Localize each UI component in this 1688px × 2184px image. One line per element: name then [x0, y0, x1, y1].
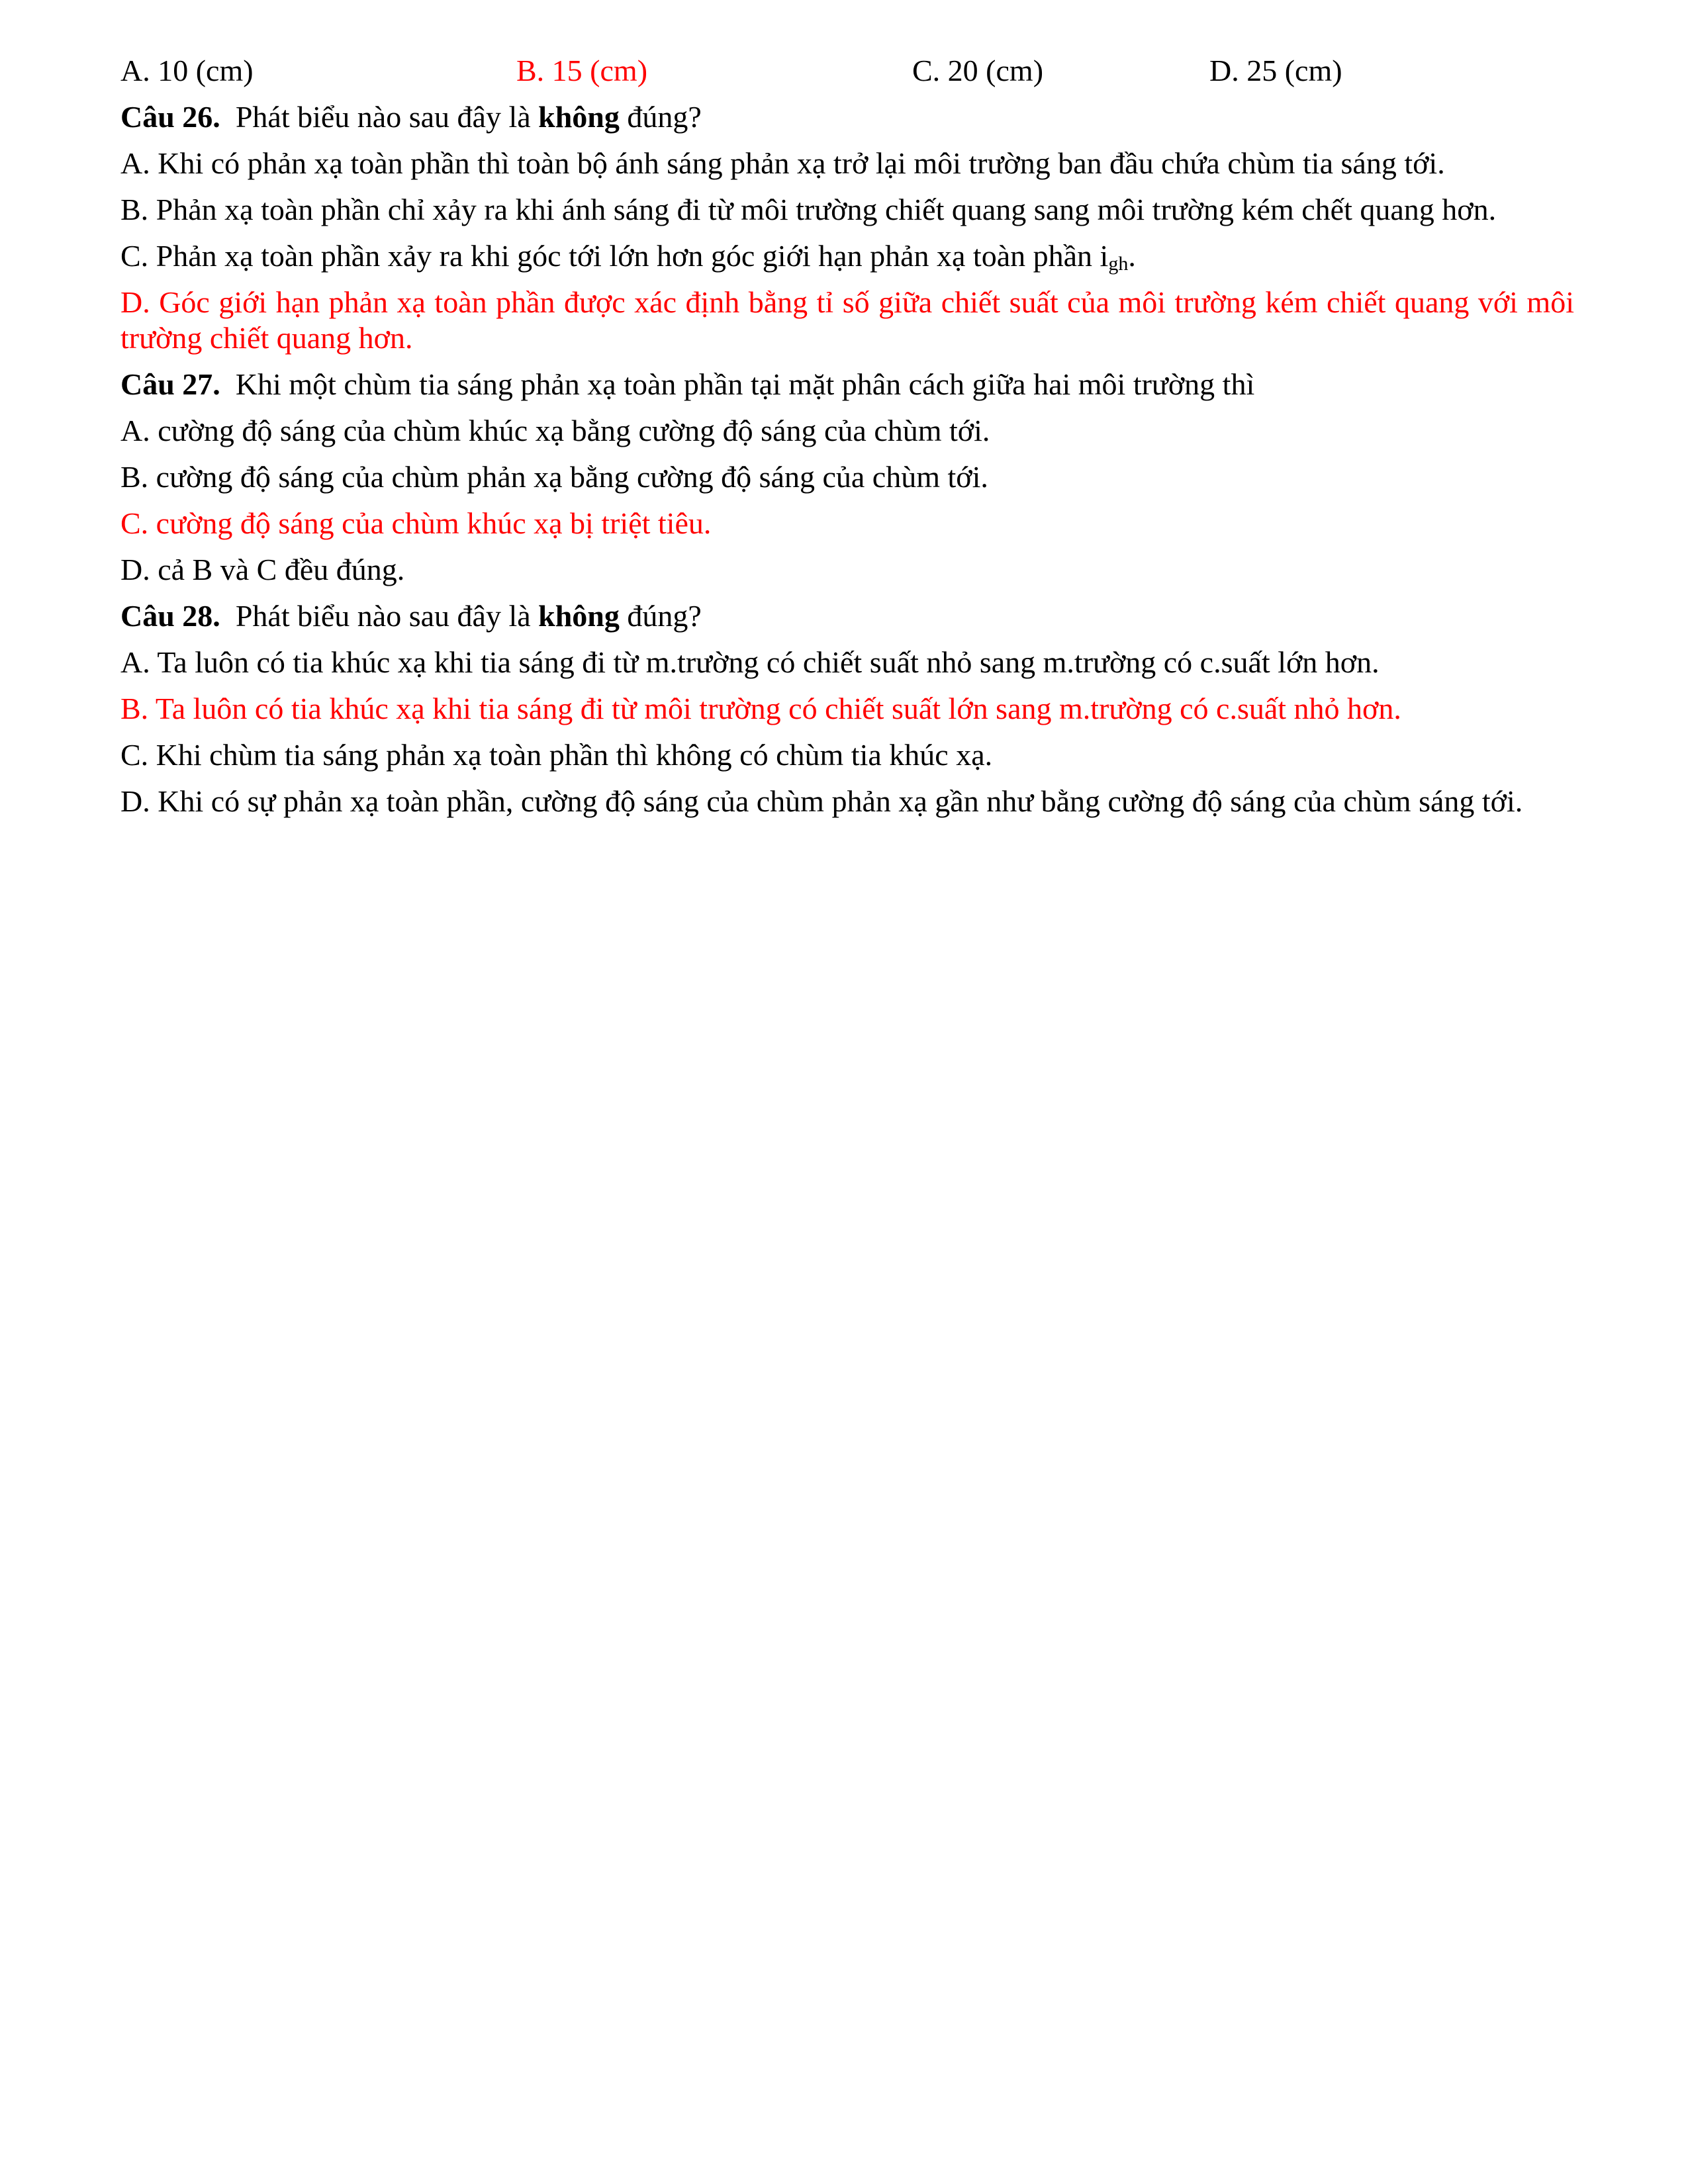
q28-bold-word: không — [538, 599, 620, 633]
q26-question — [120, 99, 1574, 135]
q27-label: Câu 27. — [120, 367, 220, 401]
q27-option-a: A. cường độ sáng của chùm khúc xạ bằng cường độ sáng của chùm tới. — [120, 414, 990, 447]
q26-option-a: A. Khi có phản xạ toàn phần thì toàn bộ ánh sáng phản xạ trở lại môi trường ban đầu chứa chùm tia sáng tới. — [120, 146, 1445, 180]
q27-option-b: B. cường độ sáng của chùm phản xạ bằng cường độ sáng của chùm tới. — [120, 460, 988, 494]
q26-option-c — [120, 238, 1574, 274]
q25-option-b-correct: B. 15 (cm) — [516, 54, 648, 87]
q26-text-before: Phát biểu nào sau đây là — [235, 100, 531, 134]
q26-option-d-correct: D. Góc giới hạn phản xạ toàn phần được xác định bằng tỉ số giữa chiết suất của môi trường kém chiết quang với môi trường chiết quang hơn. — [120, 285, 1574, 355]
q27-option-c-correct: C. cường độ sáng của chùm khúc xạ bị triệt tiêu. — [120, 506, 712, 540]
q25-option-a: A. 10 (cm) — [120, 54, 254, 87]
q28-text-before: Phát biểu nào sau đây là — [235, 599, 531, 633]
q28-option-b-correct: B. Ta luôn có tia khúc xạ khi tia sáng đi từ môi trường có chiết suất lớn sang m.trường có c.suất nhỏ hơn. — [120, 692, 1401, 725]
q27-question — [120, 367, 1574, 402]
q28-question — [120, 598, 1574, 634]
q25-option-d: D. 25 (cm) — [1209, 54, 1342, 87]
q28-option-d: D. Khi có sự phản xạ toàn phần, cường độ sáng của chùm phản xạ gần như bằng cường độ sáng của chùm sáng tới. — [120, 784, 1523, 818]
q26-option-c-text: C. Phản xạ toàn phần xảy ra khi góc tới lớn hơn góc giới hạn phản xạ toàn phần i — [120, 239, 1109, 273]
q28-option-a: A. Ta luôn có tia khúc xạ khi tia sáng đi từ m.trường có chiết suất nhỏ sang m.trường có c.suất lớn hơn. — [120, 645, 1380, 679]
q27-text: Khi một chùm tia sáng phản xạ toàn phần tại mặt phân cách giữa hai môi trường thì — [235, 367, 1255, 401]
q26-text-after: đúng? — [627, 100, 702, 134]
q28-label: Câu 28. — [120, 599, 220, 633]
q27-option-d: D. cả B và C đều đúng. — [120, 553, 405, 586]
document-page — [120, 53, 1574, 830]
q25-option-c: C. 20 (cm) — [912, 54, 1044, 87]
q26-label: Câu 26. — [120, 100, 220, 134]
q26-bold-word: không — [538, 100, 620, 134]
q28-text-after: đúng? — [627, 599, 702, 633]
q28-option-c: C. Khi chùm tia sáng phản xạ toàn phần thì không có chùm tia khúc xạ. — [120, 738, 993, 772]
q26-option-c-subscript: gh — [1108, 253, 1129, 275]
q26-option-c-end: . — [1128, 239, 1136, 273]
q26-option-b: B. Phản xạ toàn phần chỉ xảy ra khi ánh sáng đi từ môi trường chiết quang sang môi trường kém chết quang hơn. — [120, 193, 1497, 226]
q25-answer-row — [120, 53, 1574, 89]
